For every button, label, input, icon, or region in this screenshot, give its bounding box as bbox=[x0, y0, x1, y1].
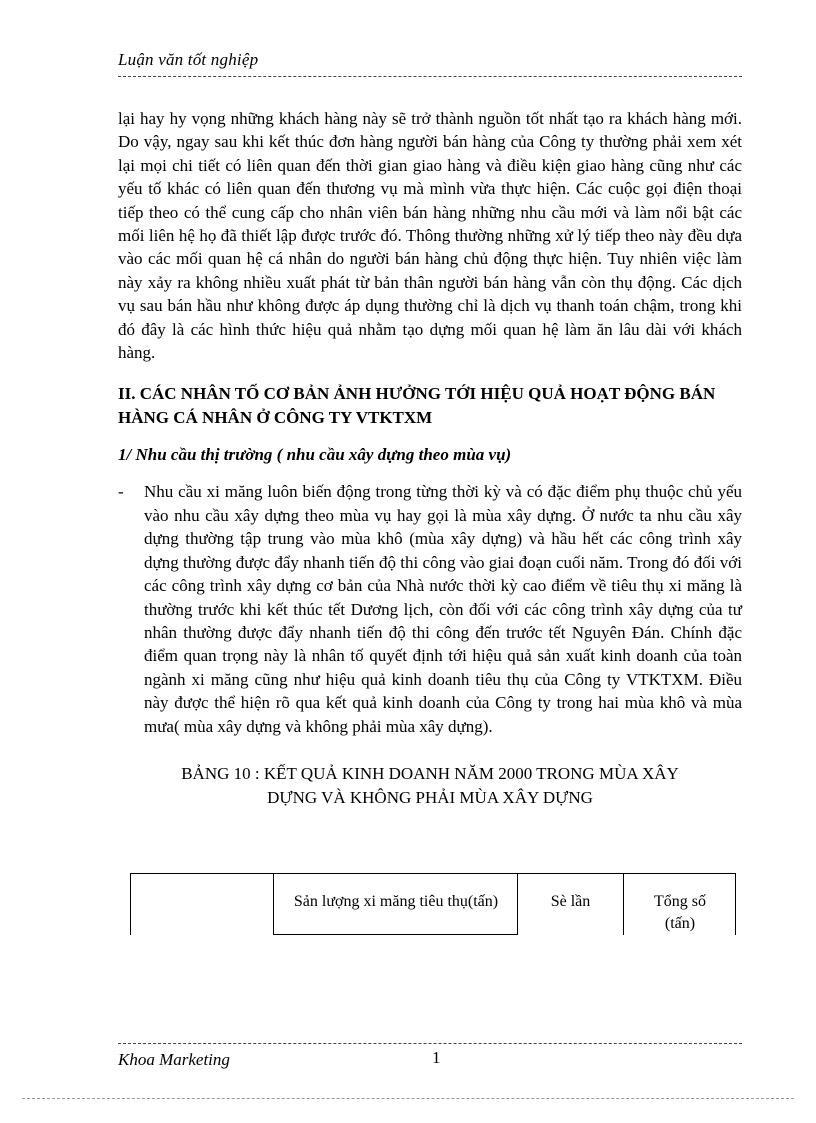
header-rule bbox=[118, 76, 742, 77]
footer-department: Khoa Marketing bbox=[118, 1050, 230, 1069]
section-title: II. CÁC NHÂN TỐ CƠ BẢN ẢNH HƯỞNG TỚI HIỆU QUẢ HOẠT ĐỘNG BÁN HÀNG CÁ NHÂN Ở CÔNG TY VTKTXM bbox=[118, 384, 716, 428]
footer-rule bbox=[118, 1043, 742, 1044]
table-header-times: Sè lần bbox=[550, 893, 591, 910]
table-title: BẢNG 10 : KẾT QUẢ KINH DOANH NĂM 2000 TRONG MÙA XÂY DỰNG VÀ KHÔNG PHẢI MÙA XÂY DỰNG bbox=[181, 763, 679, 807]
table-border-left bbox=[130, 873, 131, 935]
results-table bbox=[130, 873, 736, 935]
bullet-text: Nhu cầu xi măng luôn biến động trong từng thời kỳ và có đặc điểm phụ thuộc chủ yếu vào nhu cầu xây dựng theo mùa vụ hay gọi là mùa xây dựng. Ở nước ta nhu cầu xây dựng thường tập trung vào mùa khô (mùa xây dựng) và hầu hết các công trình xây dựng thường được đẩy nhanh tiến độ thi công vào giai đoạn cuối năm. Trong đó đối với các công trình xây dựng cơ bản của Nhà nước thời kỳ cao điểm về tiêu thụ xi măng là thường trước khi kết thúc tết Dương lịch, còn đối với các công trình xây dựng của tư nhân thường được đẩy nhanh tiến độ thi công đến trước tết Nguyên Đán. Chính đặc điểm quan trọng này là nhân tố quyết định tới hiệu quả sản xuất kinh doanh của toàn ngành xi măng cũng như hiệu quả kinh doanh tiêu thụ của Công ty VTKTXM. Điều này được thể hiện rõ qua kết quả kinh doanh của Công ty trong hai mùa khô và mùa mưa( mùa xây dựng và không phải mùa xây dựng). bbox=[144, 482, 742, 736]
header-title: Luận văn tốt nghiệp bbox=[118, 50, 259, 69]
page-header bbox=[118, 50, 742, 77]
bullet-item bbox=[118, 480, 742, 737]
bottom-rule bbox=[22, 1098, 794, 1099]
main-content bbox=[118, 107, 742, 810]
table-subheader-rule bbox=[273, 934, 518, 935]
intro-paragraph: lại hay hy vọng những khách hàng này sẽ trở thành nguồn tốt nhất tạo ra khách hàng mới. Do vậy, ngay sau khi kết thúc đơn hàng người bán hàng của Công ty thường phải xem xét lại mọi chi tiết có liên quan đến thời gian giao hàng và điều kiện giao hàng cũng như các yếu tố khác có liên quan đến thương vụ mà mình vừa thực hiện. Các cuộc gọi điện thoại tiếp theo có thể cung cấp cho nhân viên bán hàng những nhu cầu mới và làm nổi bật các mối liên hệ họ đã thiết lập được trước đó. Thông thường những xử lý tiếp theo này đều dựa vào các mối quan hệ cá nhân do người bán hàng chủ động thực hiện. Tuy nhiên việc làm này xảy ra không nhiều xuất phát từ bản thân người bán hàng vẫn còn thụ động. Các dịch vụ sau bán hầu như không được áp dụng thường chỉ là dịch vụ thanh toán chậm, trong khi đó đây là các hình thức hiệu quả nhằm tạo dựng mối quan hệ làm ăn lâu dài với khách hàng. bbox=[118, 109, 742, 363]
table-border-top bbox=[130, 873, 736, 874]
table-border-right bbox=[735, 873, 736, 935]
table-header-total: Tổng số (tấn) bbox=[654, 893, 706, 932]
table-header-output: Sản lượng xi măng tiêu thụ(tấn) bbox=[293, 893, 499, 910]
sub-title: 1/ Nhu cầu thị trường ( nhu cầu xây dựng theo mùa vụ) bbox=[118, 445, 512, 465]
page-footer bbox=[118, 1043, 742, 1074]
bullet-mark: - bbox=[118, 482, 124, 502]
table-divider-1 bbox=[273, 873, 274, 935]
table-divider-3 bbox=[623, 873, 624, 935]
page-number: 1 bbox=[432, 1048, 441, 1067]
